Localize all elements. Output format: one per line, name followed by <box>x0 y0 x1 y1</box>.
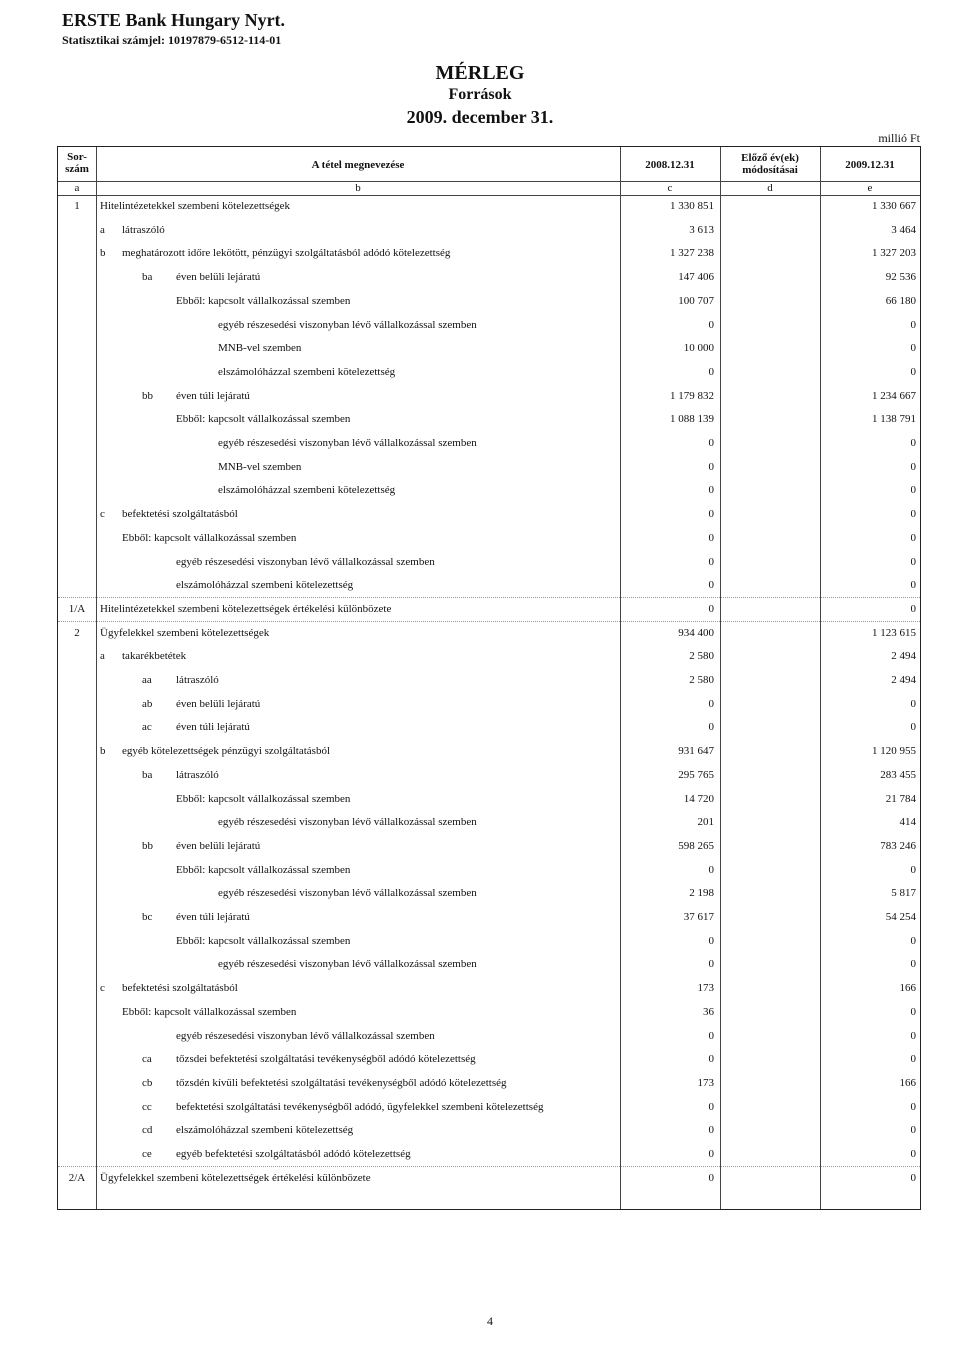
item-key: b <box>100 745 106 758</box>
item-label: Ügyfelekkel szembeni kötelezettségek értékelési különbözete <box>100 1171 371 1184</box>
item-label: éven túli lejáratú <box>176 911 250 923</box>
item-label: egyéb részesedési viszonyban lévő vállalkozással szemben <box>176 555 435 568</box>
value-2009: 1 120 955 <box>872 745 916 758</box>
item-label: befektetési szolgáltatásból <box>122 982 238 995</box>
item-label: Ebből: kapcsolt vállalkozással szemben <box>176 294 351 307</box>
value-2008: 1 330 851 <box>670 200 714 212</box>
page-subtitle: Források <box>448 86 512 103</box>
item-label: Ebből: kapcsolt vállalkozással szemben <box>122 1005 297 1018</box>
value-2008: 2 580 <box>689 674 714 686</box>
page-number: 4 <box>487 1314 493 1328</box>
item-label: MNB-vel szemben <box>218 342 302 355</box>
value-2008: 0 <box>708 1029 714 1042</box>
value-2009: 21 784 <box>885 792 916 805</box>
col-header-no: Sor- szám <box>65 151 89 175</box>
value-2008: 173 <box>697 982 714 995</box>
value-2008: 0 <box>708 460 714 473</box>
item-key: cc <box>142 1100 152 1113</box>
item-key: c <box>100 508 105 521</box>
item-label: egyéb befektetési szolgáltatásból adódó kötelezettség <box>176 1148 411 1160</box>
value-2008: 0 <box>708 602 714 615</box>
col-divider <box>720 147 721 1209</box>
value-2008: 1 088 139 <box>670 413 714 426</box>
value-2009: 166 <box>899 982 916 995</box>
col-letter-c: c <box>667 182 673 194</box>
item-label: éven belüli lejáratú <box>176 697 261 710</box>
value-2009: 92 536 <box>885 271 916 284</box>
value-2009: 0 <box>910 365 916 378</box>
row-number: 1/A <box>68 602 86 615</box>
value-2008: 0 <box>708 721 714 734</box>
value-2009: 1 138 791 <box>872 413 916 426</box>
item-key: c <box>100 982 105 995</box>
value-2009: 0 <box>910 1053 916 1066</box>
item-label: egyéb részesedési viszonyban lévő vállalkozással szemben <box>176 1029 435 1042</box>
item-label: elszámolóházzal szembeni kötelezettség <box>218 365 396 378</box>
col-letter-e: e <box>867 182 873 194</box>
value-2009: 0 <box>910 508 916 521</box>
value-2009: 1 123 615 <box>872 626 916 639</box>
col-header-curr: 2009.12.31 <box>845 159 895 171</box>
value-2008: 0 <box>708 958 714 971</box>
item-label: éven túli lejáratú <box>176 389 250 402</box>
value-2009: 0 <box>910 1171 916 1184</box>
value-2008: 0 <box>708 1148 714 1160</box>
value-2008: 1 179 832 <box>670 389 714 402</box>
value-2008: 3 613 <box>689 223 714 236</box>
item-label: befektetési szolgáltatásból <box>122 508 238 521</box>
item-key: ba <box>142 768 153 781</box>
value-2009: 166 <box>899 1076 916 1089</box>
value-2008: 147 406 <box>678 271 714 284</box>
item-key: ab <box>142 697 153 710</box>
value-2008: 0 <box>708 437 714 449</box>
row-number: 2/A <box>68 1171 86 1184</box>
value-2009: 54 254 <box>885 911 916 923</box>
row-divider <box>58 597 920 598</box>
row-divider <box>58 621 920 622</box>
value-2008: 0 <box>708 1124 714 1137</box>
row-divider <box>58 1166 920 1167</box>
value-2009: 0 <box>910 721 916 734</box>
statistical-id: Statisztikai számjel: 10197879-6512-114-01 <box>62 33 282 47</box>
item-key: bb <box>142 389 153 402</box>
value-2008: 598 265 <box>678 839 714 852</box>
value-2009: 1 330 667 <box>872 200 916 212</box>
value-2008: 0 <box>708 531 714 544</box>
value-2008: 0 <box>708 484 714 497</box>
value-2009: 2 494 <box>891 674 916 686</box>
item-label: elszámolóházzal szembeni kötelezettség <box>218 484 396 497</box>
value-2009: 5 817 <box>891 887 916 900</box>
item-label: meghatározott időre lekötött, pénzügyi szolgáltatásból adódó kötelezettség <box>122 247 451 260</box>
item-label: éven belüli lejáratú <box>176 271 261 284</box>
item-key: b <box>100 247 106 260</box>
value-2008: 0 <box>708 1053 714 1066</box>
value-2008: 0 <box>708 697 714 710</box>
value-2009: 0 <box>910 1100 916 1113</box>
value-2009: 0 <box>910 602 916 615</box>
item-label: tőzsdei befektetési szolgáltatási tevékenységből adódó kötelezettség <box>176 1053 476 1066</box>
report-date: 2009. december 31. <box>406 107 554 127</box>
value-2008: 10 000 <box>683 342 714 355</box>
value-2009: 0 <box>910 1148 916 1160</box>
item-label: látraszóló <box>176 768 219 781</box>
item-label: Ebből: kapcsolt vállalkozással szemben <box>176 792 351 805</box>
item-label: Hitelintézetekkel szembeni kötelezettségek értékelési különbözete <box>100 602 392 615</box>
item-label: befektetési szolgáltatási tevékenységből adódó, ügyfelekkel szembeni kötelezettség <box>176 1100 544 1113</box>
value-2009: 1 327 203 <box>872 247 916 260</box>
item-label: éven belüli lejáratú <box>176 839 261 852</box>
item-label: elszámolóházzal szembeni kötelezettség <box>176 579 354 592</box>
value-2008: 0 <box>708 579 714 592</box>
col-letter-b: b <box>355 182 361 194</box>
value-2008: 37 617 <box>683 911 714 923</box>
item-label: egyéb kötelezettségek pénzügyi szolgáltatásból <box>122 745 331 758</box>
value-2009: 0 <box>910 1029 916 1042</box>
value-2008: 173 <box>697 1076 714 1089</box>
value-2009: 414 <box>899 816 916 829</box>
page-title: MÉRLEG <box>435 62 525 84</box>
value-2009: 0 <box>910 342 916 355</box>
value-2008: 0 <box>708 365 714 378</box>
value-2008: 2 580 <box>689 650 714 663</box>
item-key: cb <box>142 1076 153 1089</box>
col-header-prev: 2008.12.31 <box>645 159 695 171</box>
value-2009: 283 455 <box>880 768 916 781</box>
value-2009: 0 <box>910 1005 916 1018</box>
value-2009: 0 <box>910 555 916 568</box>
value-2008: 0 <box>708 934 714 947</box>
value-2008: 0 <box>708 318 714 331</box>
value-2008: 1 327 238 <box>670 247 714 260</box>
row-number: 2 <box>74 626 80 639</box>
header-divider <box>58 195 920 196</box>
value-2009: 0 <box>910 958 916 971</box>
value-2008: 0 <box>708 863 714 876</box>
item-label: takarékbetétek <box>122 650 187 663</box>
item-label: egyéb részesedési viszonyban lévő vállalkozással szemben <box>218 437 477 449</box>
item-key: ba <box>142 271 153 284</box>
item-label: Ügyfelekkel szembeni kötelezettségek <box>100 626 270 639</box>
col-letter-a: a <box>74 182 80 194</box>
value-2009: 3 464 <box>891 223 916 236</box>
item-label: látraszóló <box>122 223 165 236</box>
value-2008: 934 400 <box>678 626 714 639</box>
item-label: látraszóló <box>176 674 219 686</box>
value-2008: 0 <box>708 508 714 521</box>
value-2008: 201 <box>697 816 714 829</box>
value-2009: 0 <box>910 1124 916 1137</box>
value-2008: 0 <box>708 1171 714 1184</box>
value-2008: 295 765 <box>678 768 714 781</box>
item-label: Ebből: kapcsolt vállalkozással szemben <box>176 863 351 876</box>
col-divider <box>96 147 97 1209</box>
item-label: Ebből: kapcsolt vállalkozással szemben <box>122 531 297 544</box>
row-number: 1 <box>74 200 80 212</box>
value-2009: 66 180 <box>885 294 916 307</box>
item-label: egyéb részesedési viszonyban lévő vállalkozással szemben <box>218 816 477 829</box>
balance-table <box>57 146 921 1210</box>
item-key: ce <box>142 1148 152 1160</box>
value-2008: 14 720 <box>683 792 714 805</box>
unit-label: millió Ft <box>878 131 920 145</box>
item-key: a <box>100 223 105 236</box>
item-label: Ebből: kapcsolt vállalkozással szemben <box>176 934 351 947</box>
item-label: egyéb részesedési viszonyban lévő vállalkozással szemben <box>218 887 477 900</box>
value-2008: 36 <box>703 1005 714 1018</box>
bank-name: ERSTE Bank Hungary Nyrt. <box>62 10 286 30</box>
item-label: egyéb részesedési viszonyban lévő vállalkozással szemben <box>218 958 477 971</box>
item-label: egyéb részesedési viszonyban lévő vállalkozással szemben <box>218 318 477 331</box>
item-label: MNB-vel szemben <box>218 460 302 473</box>
item-key: bb <box>142 839 153 852</box>
value-2009: 0 <box>910 934 916 947</box>
value-2009: 0 <box>910 460 916 473</box>
value-2008: 0 <box>708 555 714 568</box>
value-2009: 783 246 <box>880 839 916 852</box>
item-key: aa <box>142 674 152 686</box>
value-2009: 0 <box>910 697 916 710</box>
value-2009: 0 <box>910 579 916 592</box>
value-2009: 2 494 <box>891 650 916 663</box>
value-2008: 931 647 <box>678 745 714 758</box>
item-key: ca <box>142 1053 152 1066</box>
item-label: Ebből: kapcsolt vállalkozással szemben <box>176 413 351 426</box>
item-key: bc <box>142 911 153 923</box>
item-label: éven túli lejáratú <box>176 721 250 734</box>
value-2008: 0 <box>708 1100 714 1113</box>
value-2009: 1 234 667 <box>872 389 916 402</box>
value-2009: 0 <box>910 531 916 544</box>
col-header-name: A tétel megnevezése <box>311 159 405 171</box>
col-letter-d: d <box>767 182 773 194</box>
value-2009: 0 <box>910 318 916 331</box>
value-2009: 0 <box>910 437 916 449</box>
item-key: ac <box>142 721 152 734</box>
item-label: Hitelintézetekkel szembeni kötelezettségek <box>100 200 290 212</box>
value-2009: 0 <box>910 863 916 876</box>
item-label: tőzsdén kívüli befektetési szolgáltatási tevékenységből adódó kötelezettség <box>176 1076 507 1089</box>
item-key: cd <box>142 1124 153 1137</box>
value-2008: 2 198 <box>689 887 714 900</box>
col-header-mod: Előző év(ek) módosításai <box>741 152 799 176</box>
item-label: elszámolóházzal szembeni kötelezettség <box>176 1124 354 1137</box>
item-key: a <box>100 650 105 663</box>
value-2008: 100 707 <box>678 294 714 307</box>
value-2009: 0 <box>910 484 916 497</box>
